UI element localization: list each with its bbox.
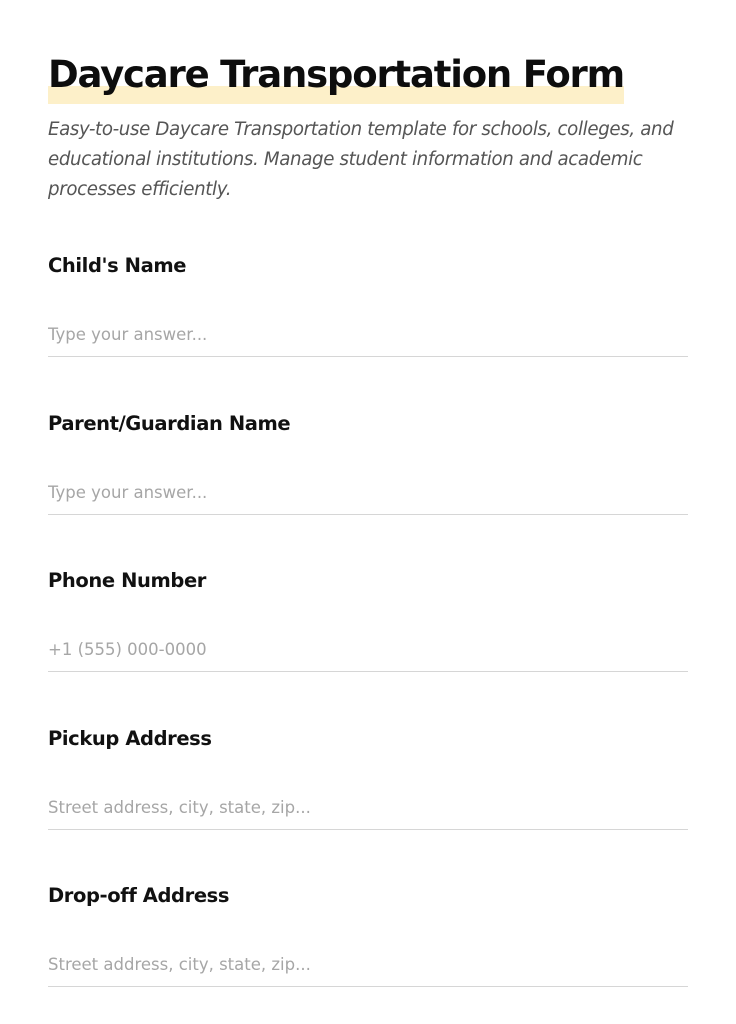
childs-name-input[interactable] (48, 313, 688, 357)
field-phone-number (48, 566, 688, 672)
pickup-address-input[interactable] (48, 786, 688, 830)
childs-name-label: Child's Name (48, 254, 187, 277)
phone-number-input[interactable] (48, 628, 688, 672)
form-header (48, 50, 624, 104)
field-childs-name (48, 251, 688, 357)
field-dropoff-address (48, 881, 688, 987)
parent-guardian-name-input[interactable] (48, 471, 688, 515)
dropoff-address-label: Drop-off Address (48, 884, 230, 907)
phone-number-label: Phone Number (48, 569, 206, 592)
pickup-address-label: Pickup Address (48, 727, 212, 750)
dropoff-address-input[interactable] (48, 943, 688, 987)
page-title: Daycare Transportation Form (48, 50, 624, 104)
form-description: Easy-to-use Daycare Transportation template for schools, colleges, and educational institutions. Manage student information and academic processes efficiently. (48, 119, 674, 200)
field-pickup-address (48, 724, 688, 830)
field-parent-guardian-name (48, 409, 688, 515)
parent-guardian-name-label: Parent/Guardian Name (48, 412, 291, 435)
